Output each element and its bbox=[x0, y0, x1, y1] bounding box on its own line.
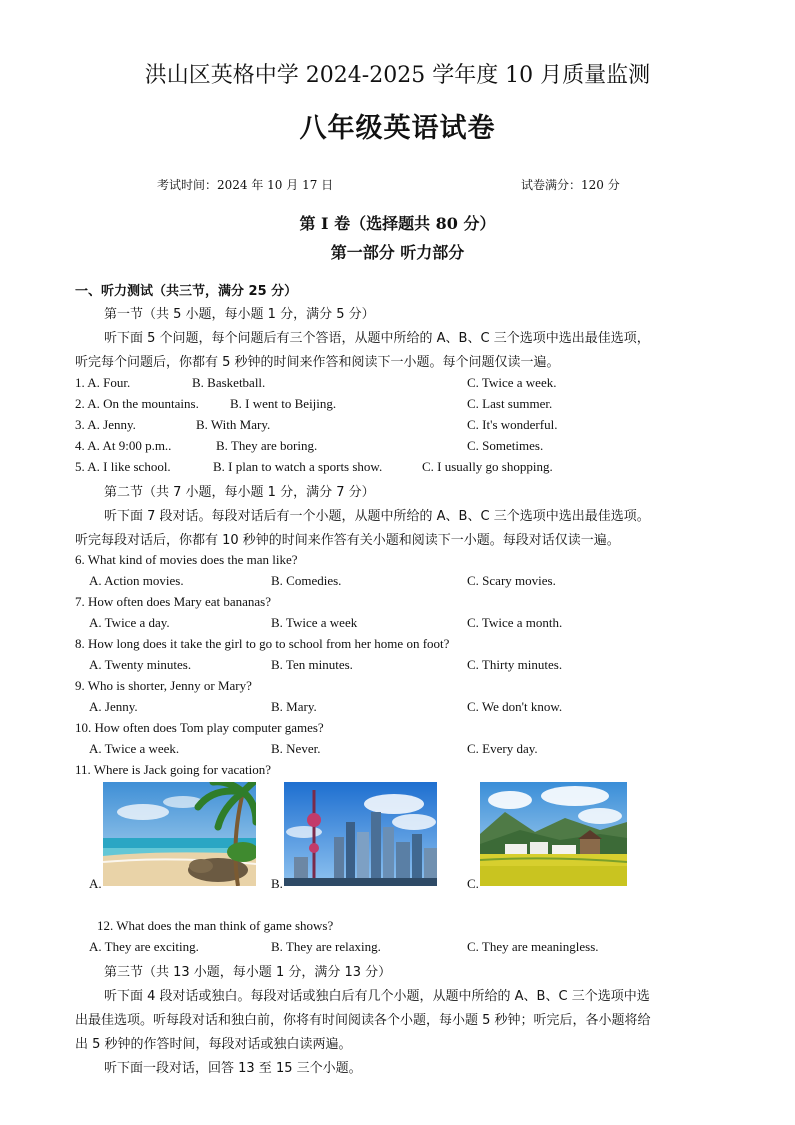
option-c: C. Twice a month. bbox=[467, 615, 563, 630]
option-c: C. They are meaningless. bbox=[467, 939, 599, 954]
section-one-heading: 一、听力测试（共三节，满分 25 分） bbox=[75, 284, 298, 299]
option-c: C. I usually go shopping. bbox=[422, 459, 553, 474]
countryside-village-image bbox=[480, 782, 627, 886]
option-c: C. Sometimes. bbox=[467, 438, 544, 453]
option-c: C. Twice a week. bbox=[467, 375, 557, 390]
s3-instruction-3: 出 5 秒钟的作答时间，每段对话或独白读两遍。 bbox=[75, 1037, 352, 1052]
exam-title: 洪山区英格中学 2024-2025 学年度 10 月质量监测 bbox=[144, 63, 651, 88]
option-a: 1. A. Four. bbox=[75, 375, 131, 390]
option-b: B. Mary. bbox=[271, 699, 317, 714]
option-a: 5. A. I like school. bbox=[75, 459, 171, 474]
option-b: B. I plan to watch a sports show. bbox=[213, 459, 383, 474]
city-skyline-image bbox=[284, 782, 437, 886]
s3-heading: 第三节（共 13 小题，每小题 1 分，满分 13 分） bbox=[104, 965, 392, 980]
s3-instruction-1: 听下面 4 段对话或独白。每段对话或独白后有几个小题，从题中所给的 A、B、C 三个选项中选 bbox=[104, 989, 650, 1004]
question-stem: 9. Who is shorter, Jenny or Mary? bbox=[75, 678, 252, 693]
option-b: B. Ten minutes. bbox=[271, 657, 353, 672]
option-b: B. Never. bbox=[271, 741, 321, 756]
question-stem: 7. How often does Mary eat bananas? bbox=[75, 594, 272, 609]
option-a: 2. A. On the mountains. bbox=[75, 396, 199, 411]
option-c: C. Scary movies. bbox=[467, 573, 556, 588]
question-stem: 12. What does the man think of game shows? bbox=[97, 918, 334, 933]
option-b-label: B. bbox=[271, 876, 283, 891]
question-stem: 6. What kind of movies does the man like? bbox=[75, 552, 298, 567]
option-a: A. Twice a week. bbox=[89, 741, 180, 756]
question-stem: 8. How long does it take the girl to go to school from her home on foot? bbox=[75, 636, 450, 651]
option-a-label: A. bbox=[89, 876, 102, 891]
option-a: 3. A. Jenny. bbox=[75, 417, 136, 432]
option-a: 4. A. At 9:00 p.m.. bbox=[75, 438, 172, 453]
option-b: B. With Mary. bbox=[196, 417, 271, 432]
option-a: A. They are exciting. bbox=[89, 939, 199, 954]
option-a: A. Twenty minutes. bbox=[89, 657, 192, 672]
option-a: A. Action movies. bbox=[89, 573, 184, 588]
exam-subtitle: 八年级英语试卷 bbox=[299, 113, 496, 144]
option-c: C. It's wonderful. bbox=[467, 417, 558, 432]
s2-instruction-1: 听下面 7 段对话。每段对话后有一个小题，从题中所给的 A、B、C 三个选项中选出最佳选项。 bbox=[104, 509, 650, 524]
s3-instruction-4: 听下面一段对话，回答 13 至 15 三个小题。 bbox=[104, 1061, 362, 1076]
option-c: C. Thirty minutes. bbox=[467, 657, 563, 672]
s2-instruction-2: 听完每段对话后，你都有 10 秒钟的时间来作答有关小题和阅读下一小题。每段对话仅读一遍。 bbox=[75, 533, 620, 548]
volume-title: 第 I 卷（选择题共 80 分） bbox=[299, 214, 496, 233]
part-title: 第一部分 听力部分 bbox=[330, 243, 465, 262]
full-score: 试卷满分：120 分 bbox=[521, 178, 620, 192]
s2-heading: 第二节（共 7 小题，每小题 1 分，满分 7 分） bbox=[104, 485, 375, 500]
option-b: B. They are relaxing. bbox=[271, 939, 381, 954]
exam-time: 考试时间：2024 年 10 月 17 日 bbox=[157, 178, 334, 192]
beach-image bbox=[103, 782, 256, 886]
question-stem: 11. Where is Jack going for vacation? bbox=[75, 762, 272, 777]
option-b: B. Comedies. bbox=[271, 573, 342, 588]
option-b: B. I went to Beijing. bbox=[230, 396, 337, 411]
option-a: A. Twice a day. bbox=[89, 615, 170, 630]
option-c-label: C. bbox=[467, 876, 479, 891]
s1-instruction-2: 听完每个问题后，你都有 5 秒钟的时间来作答和阅读下一小题。每个问题仅读一遍。 bbox=[75, 355, 560, 370]
option-b: B. Twice a week bbox=[271, 615, 358, 630]
option-c: C. We don't know. bbox=[467, 699, 563, 714]
s3-instruction-2: 出最佳选项。听每段对话和独白前，你将有时间阅读各个小题，每小题 5 秒钟；听完后，各小题将给 bbox=[75, 1013, 651, 1028]
s1-heading: 第一节（共 5 小题，每小题 1 分，满分 5 分） bbox=[104, 307, 375, 322]
option-a: A. Jenny. bbox=[89, 699, 138, 714]
option-b: B. They are boring. bbox=[216, 438, 318, 453]
option-b: B. Basketball. bbox=[192, 375, 266, 390]
question-stem: 10. How often does Tom play computer games? bbox=[75, 720, 324, 735]
option-c: C. Every day. bbox=[467, 741, 538, 756]
s1-instruction-1: 听下面 5 个问题，每个问题后有三个答语，从题中所给的 A、B、C 三个选项中选出最佳选项， bbox=[104, 331, 650, 346]
option-c: C. Last summer. bbox=[467, 396, 553, 411]
